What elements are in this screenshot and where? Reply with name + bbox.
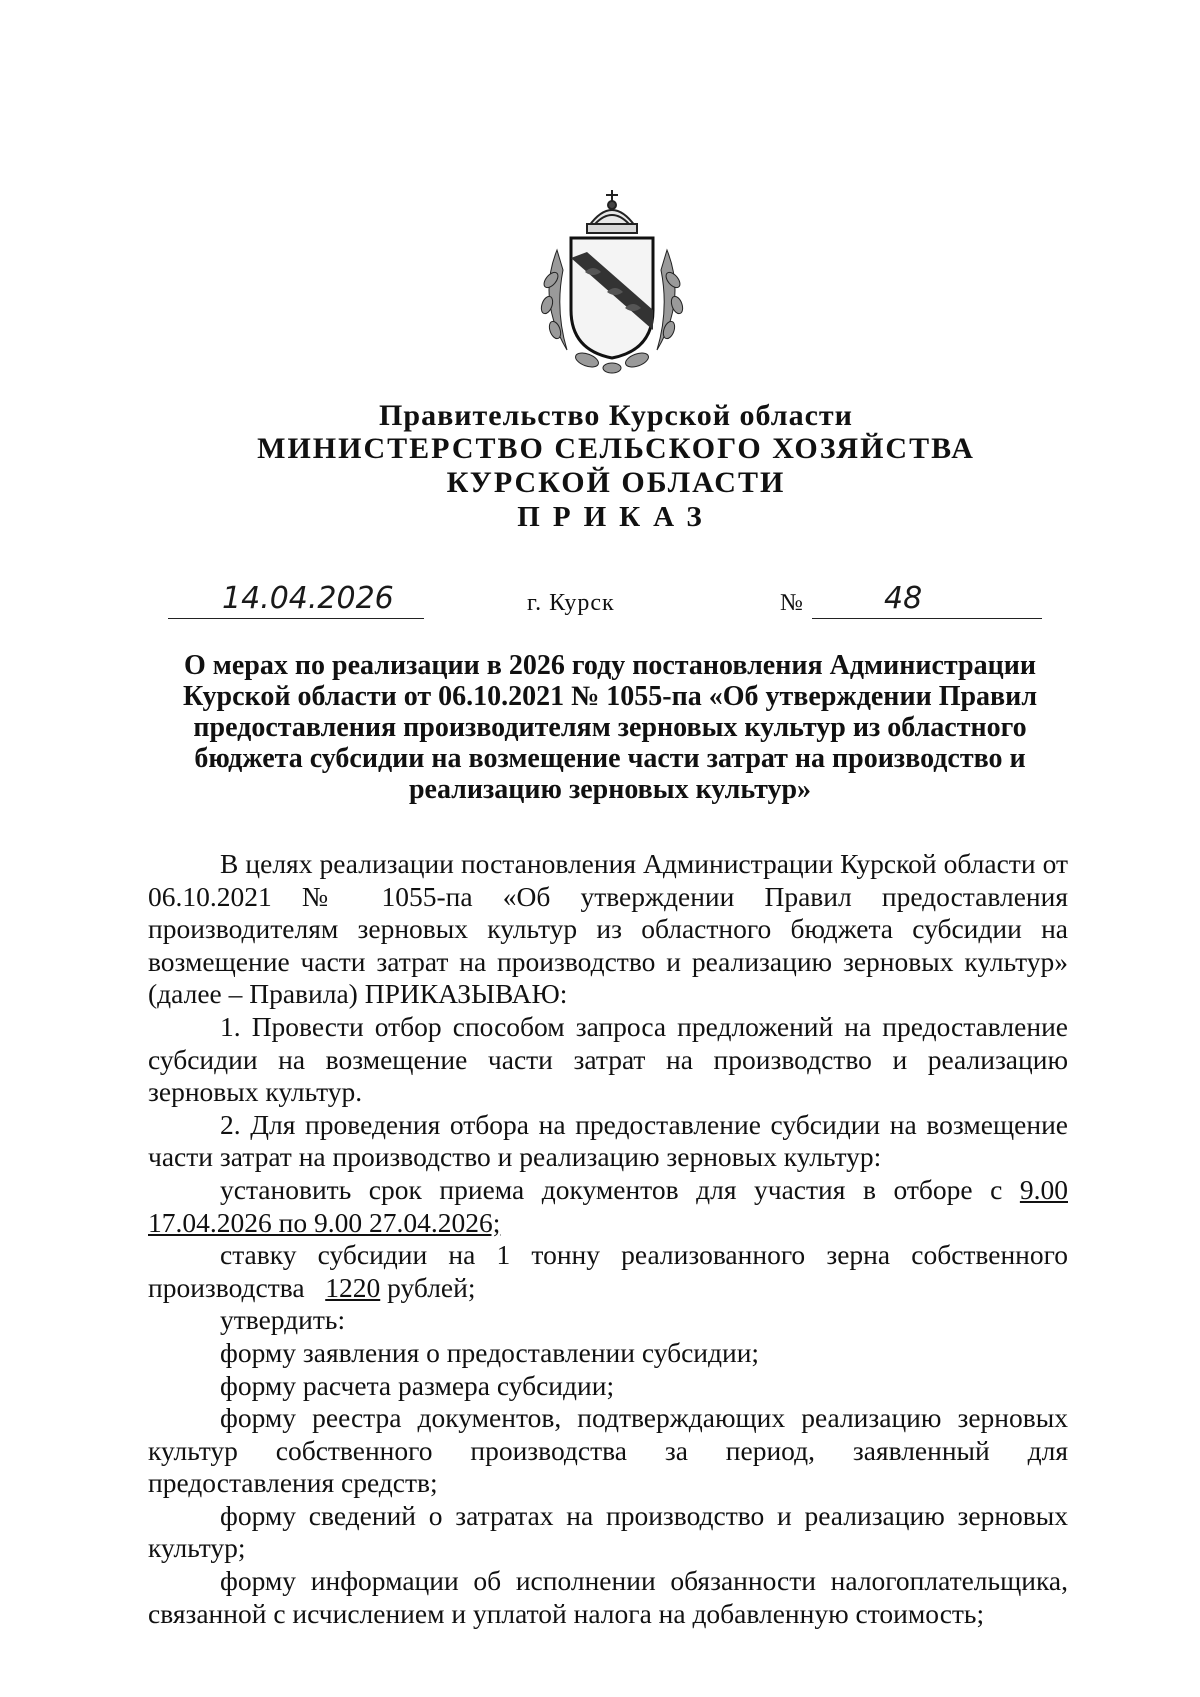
number-field xyxy=(812,576,1042,619)
form-3-paragraph: форму реестра документов, подтверждающих реализацию зерновых культур собственного производства за период, заявленный для предоставления средств; xyxy=(148,1402,1068,1499)
rate-paragraph xyxy=(148,1239,1068,1304)
item-2-paragraph: 2. Для проведения отбора на предоставление субсидии на возмещение части затрат на производство и реализацию зерновых культур: xyxy=(148,1108,1068,1173)
rate-value: 1220 xyxy=(325,1271,381,1303)
form-5-paragraph: форму информации об исполнении обязанности налогоплательщика, связанной с исчислением и уплатой налога на добавленную стоимость; xyxy=(148,1565,1068,1629)
form-2-paragraph: форму расчета размера субсидии; xyxy=(220,1369,615,1401)
document-date: 14.04.2026 xyxy=(222,581,394,616)
document-title: О мерах по реализации в 2026 году постановления Администрации Курской области от 06.10.2021 № 1055-па «Об утверждении Правил предоставления производителям зерновых культур из областного бюджета субсидии на возмещение части затрат на производство и реализацию зерновых культур» xyxy=(182,650,1038,805)
document-type: ПРИКАЗ xyxy=(517,501,715,533)
ministry-name-line2: КУРСКОЙ ОБЛАСТИ xyxy=(446,466,786,499)
approve-paragraph: утвердить: xyxy=(220,1304,346,1336)
document-number: 48 xyxy=(884,581,923,616)
date-field xyxy=(168,576,424,619)
deadline-paragraph xyxy=(148,1174,1068,1239)
government-name: Правительство Курской области xyxy=(379,399,853,432)
form-4-paragraph: форму сведений о затратах на производство и реализацию зерновых культур; xyxy=(148,1499,1068,1564)
government-header xyxy=(0,400,1200,534)
form-1-paragraph: форму заявления о предоставлении субсидии; xyxy=(220,1336,760,1368)
deadline-value: 9.00 17.04.2026 по 9.00 27.04.2026; xyxy=(148,1173,1068,1238)
rate-prefix: ставку субсидии на 1 тонну реализованного зерна собственного производства xyxy=(148,1239,1068,1303)
coat-of-arms-emblem xyxy=(527,180,697,380)
document-body xyxy=(148,848,1068,1630)
document-meta-row xyxy=(0,570,1200,630)
number-label: № xyxy=(780,590,803,616)
ministry-name-line1: МИНИСТЕРСТВО СЕЛЬСКОГО ХОЗЯЙСТВА xyxy=(257,432,975,465)
deadline-prefix: установить срок приема документов для участия в отборе с xyxy=(220,1173,1003,1205)
city-name: г. Курск xyxy=(527,590,615,616)
item-1-paragraph: 1. Провести отбор способом запроса предложений на предоставление субсидии на возмещение части затрат на производство и реализацию зерновых культур. xyxy=(148,1010,1068,1108)
intro-paragraph: В целях реализации постановления Администрации Курской области от 06.10.2021 № 1055-па «Об утверждении Правил предоставления производителям зерновых культур из областного бюджета субсидии на возмещение части затрат на производство и реализацию зерновых культур» (далее – Правила) ПРИКАЗЫВАЮ: xyxy=(148,848,1068,1010)
rate-suffix: рублей; xyxy=(387,1271,476,1303)
